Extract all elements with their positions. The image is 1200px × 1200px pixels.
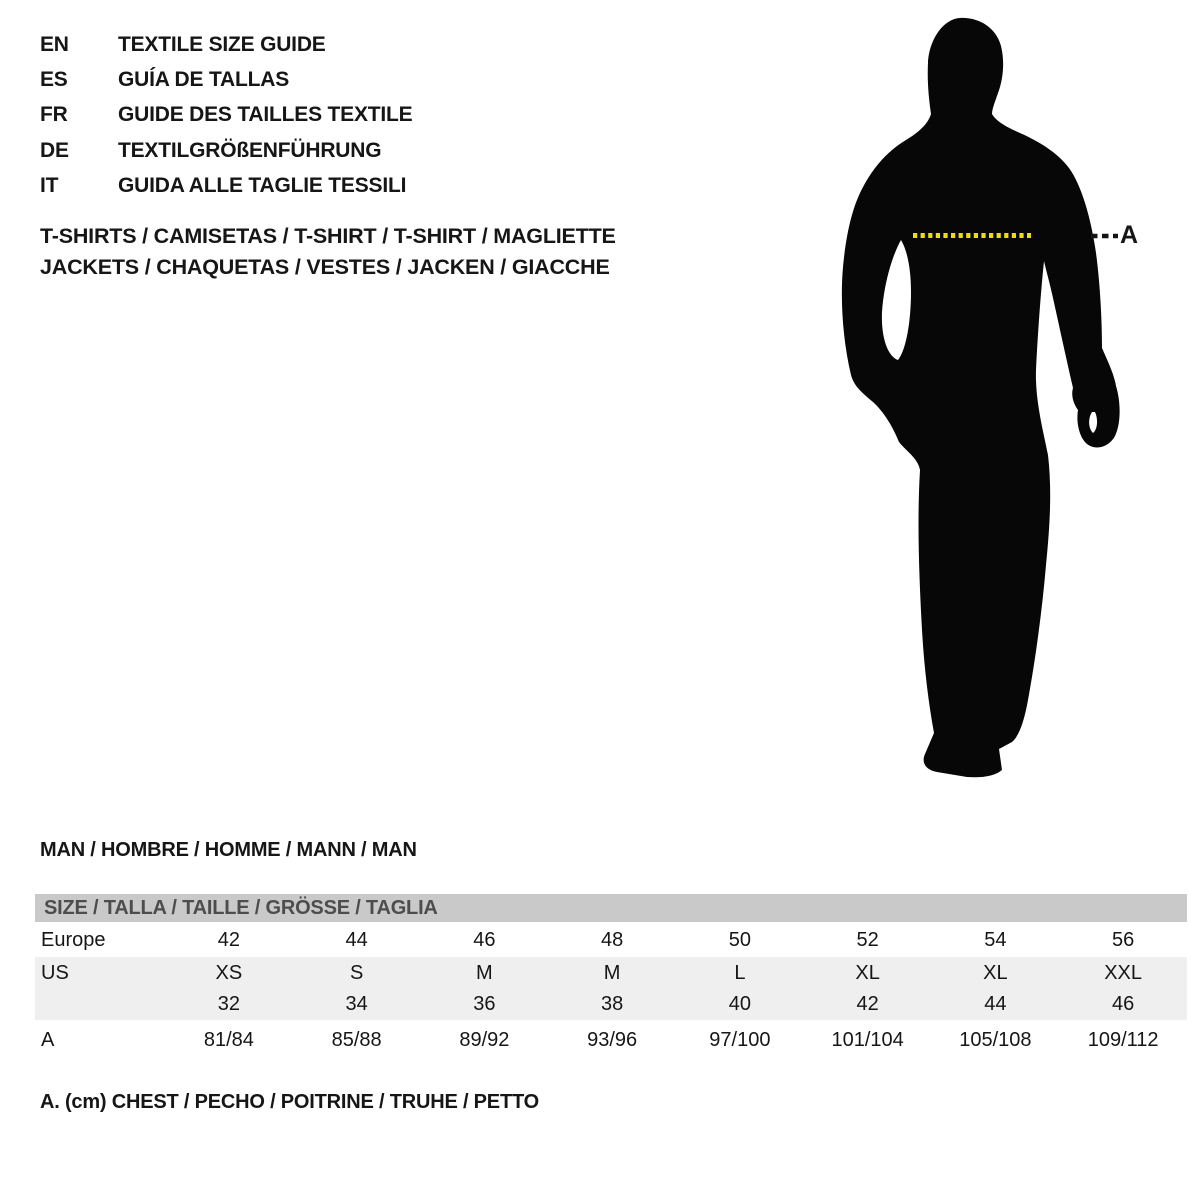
table-cell: XS — [215, 962, 243, 984]
table-cell: 48 — [601, 929, 624, 951]
table-cell: 105/108 — [959, 1029, 1032, 1051]
table-cell: 32 — [217, 993, 240, 1015]
table-cell: 109/112 — [1087, 1029, 1159, 1051]
table-cell: L — [734, 962, 746, 984]
language-row-it — [40, 168, 412, 203]
language-code: FR — [40, 103, 68, 127]
table-row-europe — [35, 922, 1187, 957]
language-code: DE — [40, 138, 69, 162]
table-cell: 34 — [345, 993, 368, 1015]
row-label-us: US — [41, 962, 69, 984]
language-row-de — [40, 133, 412, 168]
table-cell: 97/100 — [709, 1029, 771, 1051]
table-cell: M — [603, 962, 621, 984]
language-code: ES — [40, 67, 68, 91]
table-cell: 85/88 — [331, 1029, 382, 1051]
table-cell: 54 — [984, 929, 1007, 951]
table-cell: 93/96 — [587, 1029, 638, 1051]
table-cell: M — [476, 962, 493, 984]
table-cell: 44 — [984, 993, 1007, 1015]
category-line-jackets: JACKETS / CHAQUETAS / VESTES / JACKEN / GIACCHE — [40, 255, 610, 279]
table-row-us-numeric — [35, 989, 1187, 1020]
man-silhouette — [842, 18, 1120, 777]
language-guide-title: GUIDE DES TAILLES TEXTILE — [118, 103, 413, 127]
table-cell: 42 — [856, 993, 879, 1015]
language-guide-title: GUÍA DE TALLAS — [118, 67, 290, 91]
language-row-en — [40, 27, 412, 62]
language-list — [40, 27, 412, 203]
table-cell: XXL — [1104, 962, 1143, 984]
table-cell: 40 — [728, 993, 751, 1015]
table-cell: 50 — [728, 929, 751, 951]
table-cell: 46 — [473, 929, 496, 951]
category-line-tshirts: T-SHIRTS / CAMISETAS / T-SHIRT / T-SHIRT / MAGLIETTE — [40, 224, 616, 248]
section-title-man: MAN / HOMBRE / HOMME / MANN / MAN — [40, 839, 417, 861]
language-guide-title: GUIDA ALLE TAGLIE TESSILI — [118, 173, 407, 197]
table-row-us — [35, 957, 1187, 989]
table-cell: 89/92 — [459, 1029, 510, 1051]
table-cell: 52 — [856, 929, 879, 951]
language-guide-title: TEXTILE SIZE GUIDE — [118, 32, 326, 56]
size-table-header: SIZE / TALLA / TAILLE / GRÖSSE / TAGLIA — [35, 894, 1187, 922]
language-row-fr — [40, 98, 412, 133]
table-cell: 56 — [1112, 929, 1135, 951]
table-cell: XL — [855, 962, 880, 984]
table-cell: 42 — [217, 929, 240, 951]
table-cell: XL — [983, 962, 1008, 984]
language-guide-title: TEXTILGRÖßENFÜHRUNG — [118, 138, 382, 162]
measure-label-a: A — [1120, 221, 1139, 249]
table-cell: S — [349, 962, 364, 984]
table-cell: 101/104 — [831, 1029, 904, 1051]
measurement-footnote: A. (cm) CHEST / PECHO / POITRINE / TRUHE / PETTO — [40, 1091, 539, 1113]
row-label-empty — [35, 989, 165, 1020]
table-row-chest-measure — [35, 1020, 1187, 1056]
language-code: EN — [40, 32, 69, 56]
table-cell: 46 — [1112, 993, 1135, 1015]
table-cell: 38 — [601, 993, 624, 1015]
table-cell: 44 — [345, 929, 368, 951]
size-table — [35, 894, 1187, 1056]
row-label-europe: Europe — [41, 929, 106, 951]
category-list — [40, 221, 616, 283]
language-row-es — [40, 62, 412, 97]
table-cell: 81/84 — [203, 1029, 254, 1051]
language-code: IT — [40, 173, 59, 197]
row-label-a: A — [41, 1029, 55, 1051]
table-cell: 36 — [473, 993, 496, 1015]
